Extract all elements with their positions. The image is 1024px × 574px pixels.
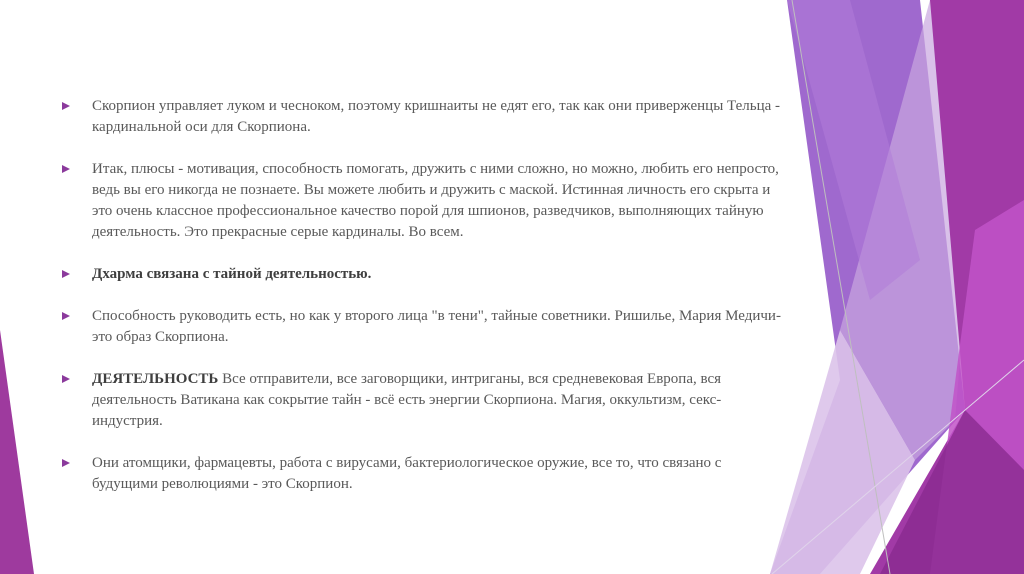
- bullet-text: Способность руководить есть, но как у второго лица "в тени", тайные советники. Ришилье, Мария Медичи- это образ Скорпиона.: [92, 308, 781, 345]
- bullet-text: Итак, плюсы - мотивация, способность помогать, дружить с ними сложно, но можно, любить его непросто, ведь вы его никогда не познаете. Вы можете любить и дружить с маской. Истинная личность его скрыта и это очень классное профессиональное качество порой для шпионов, разведчиков, выполняющих тайную деятельность. Это прекрасные серые кардиналы. Во всем.: [92, 161, 779, 240]
- bullet-item: [62, 264, 782, 285]
- bullet-bold-text: ДЕЯТЕЛЬНОСТЬ: [92, 371, 219, 387]
- bullet-marker-icon: [62, 165, 70, 173]
- bullet-item: [62, 159, 782, 243]
- bullet-text: Скорпион управляет луком и чесноком, поэтому кришнаиты не едят его, так как они приверженцы Тельца - кардинальной оси для Скорпиона.: [92, 98, 781, 135]
- bullet-marker-icon: [62, 270, 70, 278]
- bullet-item: [62, 369, 782, 432]
- left-purple-shape: [0, 330, 34, 574]
- bullet-text: Все отправители, все заговорщики, интриганы, вся средневековая Европа, вся деятельность Ватикана как сокрытие тайн - всё есть энергии Скорпиона. Магия, оккультизм, секс-индустрия.: [92, 371, 722, 429]
- bullet-marker-icon: [62, 459, 70, 467]
- bullet-item: [62, 96, 782, 138]
- bullet-bold-text: Дхарма связана с тайной деятельностью.: [92, 266, 372, 282]
- bullet-marker-icon: [62, 102, 70, 110]
- bullet-item: [62, 306, 782, 348]
- bullet-item: [62, 453, 782, 495]
- bullet-text: Они атомщики, фармацевты, работа с вирусами, бактериологическое оружие, все то, что связано с будущими революциями - это Скорпион.: [92, 455, 722, 492]
- bullet-marker-icon: [62, 375, 70, 383]
- slide-content: [62, 96, 782, 516]
- bullet-marker-icon: [62, 312, 70, 320]
